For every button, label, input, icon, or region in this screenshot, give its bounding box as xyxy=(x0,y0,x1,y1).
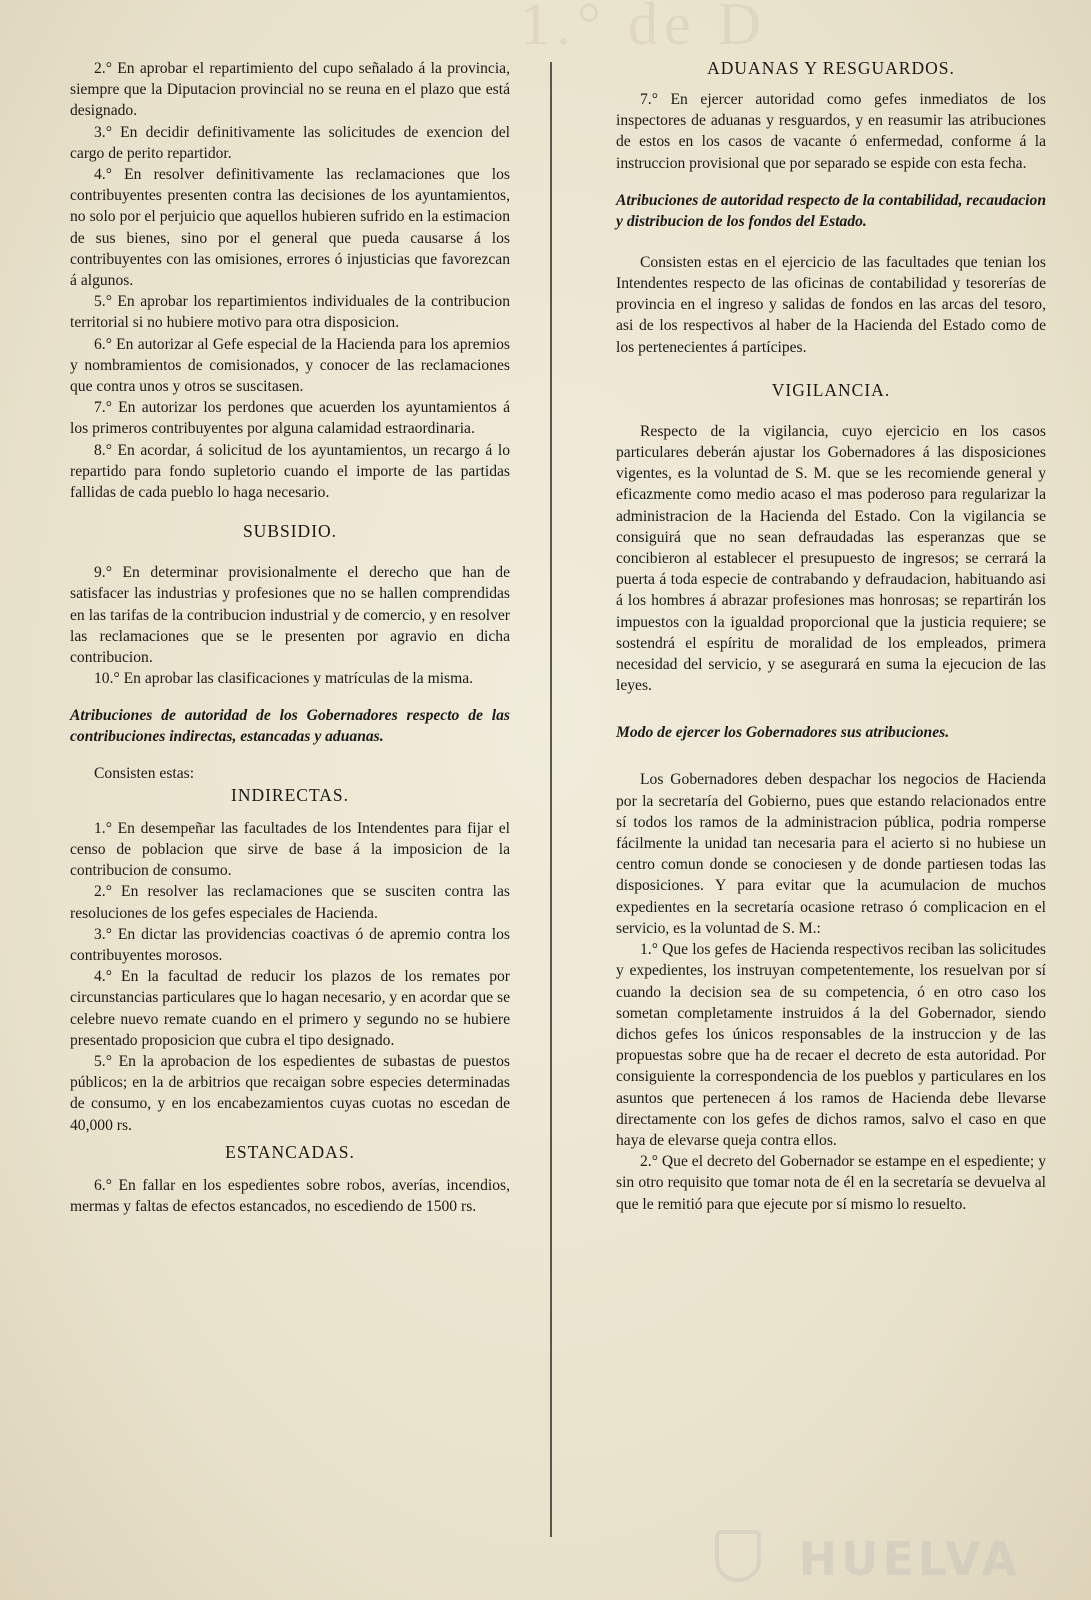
heading-indirectas: INDIRECTAS. xyxy=(231,784,349,805)
right-paragraphs-a xyxy=(616,89,1046,174)
consisten-label: Consisten estas: xyxy=(94,765,195,783)
paragraph: Consisten estas en el ejercicio de las facultades que tenian los Intendentes respecto de las oficinas de contabilidad y tesorerías de provincia en el ingreso y salidas de fondos en las arcas del tesoro, asi de los respectivos al haber de la Hacienda del Estado como de los pertenecientes á partícipes. xyxy=(616,253,1046,356)
paragraph: 2.° En resolver las reclamaciones que se susciten contra las resoluciones de los gefes especiales de Hacienda. xyxy=(70,883,510,922)
paragraph: 7.° En autorizar los perdones que acuerden los ayuntamientos á los primeros contribuyentes por alguna calamidad estraordinaria. xyxy=(70,399,510,438)
right-paragraphs-d xyxy=(616,769,1046,1214)
paragraph: 6.° En autorizar al Gefe especial de la Hacienda para los apremios y nombramientos de comisionados, y conocer de las reclamaciones que contra unos y otros se suscitasen. xyxy=(70,335,510,396)
left-paragraphs-b xyxy=(70,562,510,689)
left-column xyxy=(70,58,510,1217)
paragraph: Los Gobernadores deben despachar los negocios de Hacienda por la secretaría del Gobierno, pues que estando relacionados entre sí todos los ramos de la administracion pública, podria romperse fácilmente la unidad tan necesaria para el acierto si no hubiese un centro comun donde se conociesen y de donde partiesen todas las disposiciones. Y para evitar que la acumulacion de muchos expedientes en la secretaría ocasione retraso ó complicacion en el servicio, es la voluntad de S. M.: xyxy=(616,771,1046,937)
left-paragraphs-d xyxy=(70,1175,510,1217)
paragraph: 3.° En decidir definitivamente las solicitudes de exencion del cargo de perito repartidor. xyxy=(70,123,510,162)
heading-vigilancia: VIGILANCIA. xyxy=(771,379,891,400)
heading-subsidio: SUBSIDIO. xyxy=(242,521,338,542)
paragraph: 4.° En resolver definitivamente las reclamaciones que los contribuyentes presenten contra las decisiones de los ayuntamientos, no solo por el perjuicio que aquellos hubieren sufrido en la estimacion de sus bienes, sino por el general que pueda causarse á los contribuyentes con las omisiones, errores ó injusticias que favorezcan á algunos. xyxy=(70,166,510,290)
left-paragraphs-c xyxy=(70,818,510,1136)
column-divider xyxy=(550,62,552,1537)
paragraph: Respecto de la vigilancia, cuyo ejercicio en los casos particulares deberán ajustar los Gobernadores á las disposiciones vigentes, es la voluntad de S. M. que se les recomiende general y eficazmente como medio acaso el mas poderoso para regularizar la administracion de la Hacienda del Estado. Con la vigilancia se consiguirá que no sean defraudadas las esperanzas que se concibieron al establecer el presupuesto de ingresos; se cerrará la puerta á toda especie de contrabando y defraudacion, habituando asi á los hombres á abrazar profesiones mas honrosas; se repartirán los impuestos con la igualdad proporcional que la justicia requiere; se sostendrá el espíritu de moralidad de los empleados, primera necesidad del servicio, y se asegurará en suma la ejecucion de las leyes. xyxy=(616,422,1046,695)
paragraph: 5.° En aprobar los repartimientos individuales de la contribucion territorial si no hubiere motivo para otra disposicion. xyxy=(70,293,510,332)
paragraph: 8.° En acordar, á solicitud de los ayuntamientos, un recargo á lo repartido para fondo supletorio cuando el importe de las partidas fallidas de cada pueblo lo haga necesario. xyxy=(70,441,510,502)
italic-heading-contabilidad: Atribuciones de autoridad respecto de la contabilidad, recaudacion y distribucion de los fondos del Estado. xyxy=(616,191,1046,230)
watermark-shield-icon xyxy=(715,1530,761,1582)
watermark-text: HUELVA xyxy=(798,1532,1021,1586)
paragraph: 3.° En dictar las providencias coactivas ó de apremio contra los contribuyentes morosos. xyxy=(70,925,510,964)
heading-estancadas: ESTANCADAS. xyxy=(225,1141,355,1162)
right-paragraphs-c xyxy=(616,421,1046,697)
paragraph: 4.° En la facultad de reducir los plazos de los remates por circunstancias particulares que lo hagan necesario, y en acordar que se celebre nuevo remate cuando en el primero y segundo no se hubiere presentado proposicion que cubra el tipo designado. xyxy=(70,968,510,1049)
paragraph: 1.° Que los gefes de Hacienda respectivos reciban las solicitudes y expedientes, los instruyan competentemente, los resuelvan por sí cuando la decision sea de su competencia, ó en otro caso los sometan completamente instruidos á la del Gobernador, siendo dichos gefes los únicos responsables de la instruccion y de las propuestas sobre que ha de recaer el decreto de esta autoridad. Por consiguiente la correspondencia de los pueblos y particulares en los asuntos que pertenecen á los ramos de Hacienda debe llevarse directamente con los gefes de dichos ramos, salvo el caso en que haya de elevarse queja contra ellos. xyxy=(616,941,1046,1149)
paragraph: 9.° En determinar provisionalmente el derecho que han de satisfacer las industrias y profesiones que no se hallen comprendidas en las tarifas de la contribucion industrial y de comercio, y en resolver las reclamaciones que se le presenten por agravio en dicha contribucion. xyxy=(70,564,510,667)
italic-heading-modo: Modo de ejercer los Gobernadores sus atribuciones. xyxy=(616,724,950,742)
right-column xyxy=(616,58,1046,1215)
masthead-fragment: 1.° de D xyxy=(520,0,767,56)
paragraph: 1.° En desempeñar las facultades de los Intendentes para fijar el censo de poblacion que sirve de base á la imposicion de la contribucion de consumo. xyxy=(70,819,510,880)
paragraph: 6.° En fallar en los espedientes sobre robos, averías, incendios, mermas y faltas de efectos estancados, no escediendo de 1500 rs. xyxy=(70,1176,510,1215)
heading-aduanas: ADUANAS Y RESGUARDOS. xyxy=(707,58,955,78)
right-paragraphs-b xyxy=(616,252,1046,358)
paragraph: 2.° En aprobar el repartimiento del cupo señalado á la provincia, siempre que la Diputacion provincial no se reuna en el plazo que está designado. xyxy=(70,60,510,120)
paragraph: 10.° En aprobar las clasificaciones y matrículas de la misma. xyxy=(94,670,474,688)
paragraph: 2.° Que el decreto del Gobernador se estampe en el espediente; y sin otro requisito que tomar nota de él en la secretaría se devuelva al que le remitió para que ejecute por sí mismo lo resuelto. xyxy=(616,1153,1046,1213)
paragraph: 7.° En ejercer autoridad como gefes inmediatos de los inspectores de aduanas y resguardos, y en reasumir las atribuciones de estos en los casos de vacante ó enfermedad, conforme á la instruccion provisional que por separado se espide con esta fecha. xyxy=(616,91,1046,172)
left-paragraphs-a xyxy=(70,58,510,503)
paragraph: 5.° En la aprobacion de los espedientes de subastas de puestos públicos; en la de arbitrios que recaigan sobre especies determinadas de consumo, y en los encabezamientos cuyas cuotas no escedan de 40,000 rs. xyxy=(70,1052,510,1134)
italic-heading-indirectas: Atribuciones de autoridad de los Gobernadores respecto de las contribuciones indirectas, estancadas y aduanas. xyxy=(70,707,510,746)
